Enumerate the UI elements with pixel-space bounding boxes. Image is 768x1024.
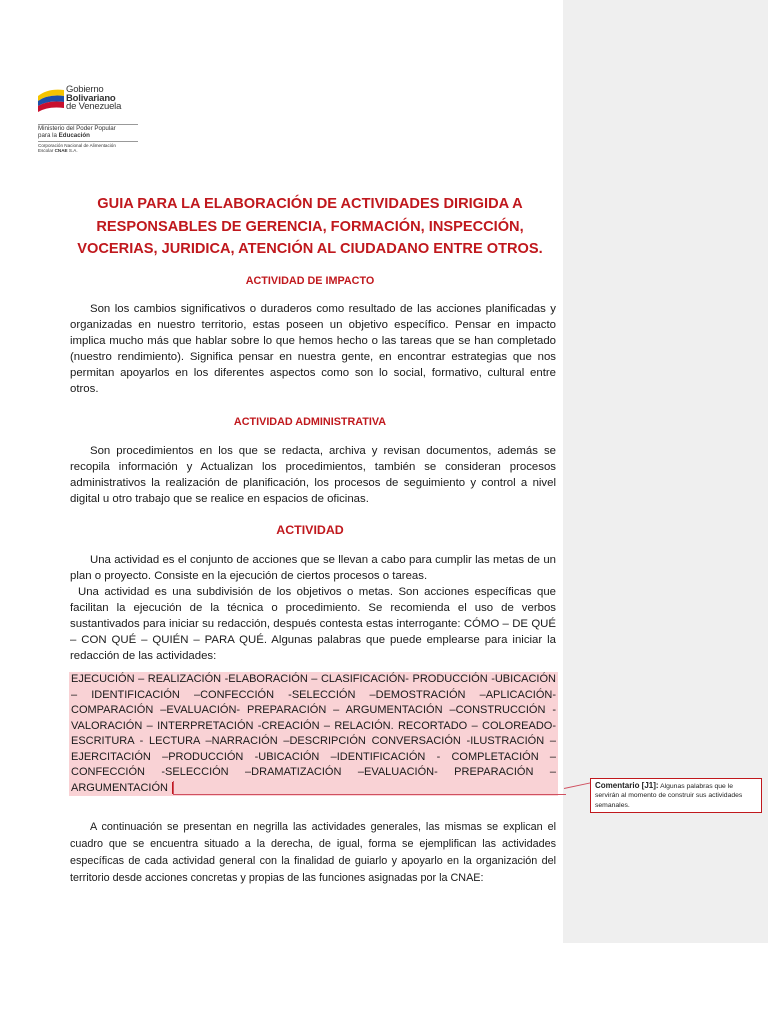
- page-bottom: [0, 943, 768, 1024]
- venezuela-flag-icon: [36, 88, 66, 112]
- comment-label: Comentario [J1]:: [595, 781, 659, 790]
- comment-text: Algunas palabras que le servirán al momento de construir sus actividades semanales.: [595, 783, 743, 809]
- impact-paragraph: Son los cambios significativos o duraderos como resultado de las acciones planificadas y organizadas en nuestro territorio, estas poseen un objetivo específico. Pensar en impacto implica mucho más que hablar sobre lo que hemos hecho o las tareas que se han completado (nuestro rendimiento). Significa pensar en nuestra gente, en encontrar estrategias que nos permitan apoyarlos en los diferentes aspectos como son lo social, formativo, cultural entre otros.: [70, 303, 556, 395]
- commented-word-list[interactable]: EJECUCIÓN – REALIZACIÓN -ELABORACIÓN – CLASIFICACIÓN- PRODUCCIÓN -UBICACIÓN – IDENTIFICACIÓN –CONFECCIÓN -SELECCIÓN –DEMOSTRACIÓN –APLICACIÓN- COMPARACIÓN –EVALUACIÓN- PREPARACIÓN – ARGUMENTACIÓN –CONSTRUCCIÓN - VALORACIÓN – INTERPRETACIÓN -CREACIÓN – RELACIÓN. RECORTADO – COLOREADO- ESCRITURA - LECTURA –NARRACIÓN –DESCRIPCIÓN CONVERSACIÓN -ILUSTRACIÓN – EJERCITACIÓN –PRODUCCIÓN -UBICACIÓN –IDENTIFICACIÓN - COMPLETACIÓN – CONFECCIÓN -SELECCIÓN –DRAMATIZACIÓN –EVALUACIÓN- PREPARACIÓN – ARGUMENTACIÓN: [69, 672, 558, 796]
- section-heading-administrativa: ACTIVIDAD ADMINISTRATIVA: [233, 416, 387, 428]
- document-title: GUIA PARA LA ELABORACIÓN DE ACTIVIDADES DIRIGIDA A RESPONSABLES DE GERENCIA, FORMACIÓN, INSPECCIÓN, VOCERIAS, JURIDICA, ATENCIÓN AL CIUDADANO ENTRE OTROS.: [77, 196, 543, 257]
- comment-connector-line: [173, 794, 566, 795]
- closing-paragraph: A continuación se presentan en negrilla las actividades generales, las mismas se explican el cuadro que se encuentra situado a la derecha, de igual, forma se ejemplifican las actividades específicas de cada actividad general con la finalidad de guiarlo y apoyarlo en la organización del territorio desde acciones concretas y propias de las funciones asignadas por la CNAE:: [70, 821, 556, 884]
- logo-divider: [38, 141, 138, 142]
- activity-paragraph-1: Una actividad es el conjunto de acciones que se llevan a cabo para cumplir las metas de un plan o proyecto. Consiste en la ejecución de ciertos procesos o tareas.: [70, 554, 556, 582]
- activity-paragraph-2: Una actividad es una subdivisión de los objetivos o metas. Son acciones específicas que facilitan la ejecución de la técnica o procedimiento. Se recomienda el uso de verbos sustantivados para iniciar su redacción, después contesta estas interrogante: CÓMO – DE QUÉ – CON QUÉ – QUIÉN – PARA QUÉ. Algunas palabras que puede emplearse para iniciar la redacción de las actividades:: [70, 586, 556, 662]
- admin-paragraph: Son procedimientos en los que se redacta, archiva y revisan documentos, además se recopila información y Actualizan los procedimientos, también se consideran procesos administrativos la realización de planificación, los procesos de seguimiento y control a nivel digital u otro trabajo que se realice en espacios de oficinas.: [70, 445, 556, 505]
- section-heading-actividad: ACTIVIDAD: [276, 523, 344, 537]
- section-heading-impacto: ACTIVIDAD DE IMPACTO: [245, 275, 375, 287]
- comment-anchor-line: [173, 781, 174, 795]
- government-name: Gobierno Bolivariano de Venezuela: [66, 84, 122, 112]
- corporation-name: Corporación Nacional de Alimentación Escolar CNAE S.A.: [38, 143, 116, 154]
- ministry-name: Ministerio del Poder Popular para la Educación: [38, 125, 116, 139]
- government-logo: [36, 86, 146, 166]
- comment-bubble[interactable]: [590, 778, 762, 813]
